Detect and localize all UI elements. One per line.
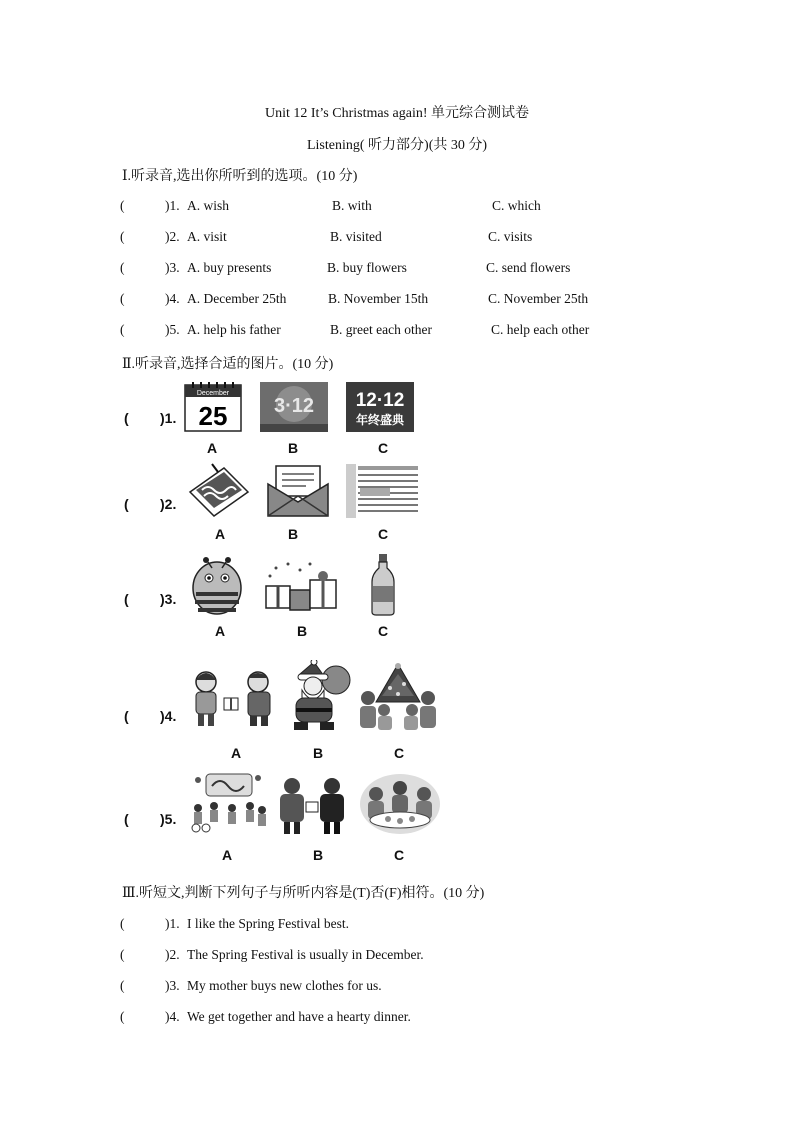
calendar-day: 25	[198, 401, 228, 431]
picture-label-a: A	[214, 526, 226, 542]
answer-blank-open[interactable]: (	[120, 322, 125, 337]
option-c: C. visits	[488, 229, 533, 244]
answer-blank-open[interactable]: (	[120, 947, 125, 962]
sale-312-text: 3·12	[273, 395, 315, 417]
item-number: )1.	[165, 198, 180, 213]
statement-text: My mother buys new clothes for us.	[187, 978, 382, 993]
answer-blank-open[interactable]: (	[120, 1009, 125, 1024]
calendar-picture[interactable]	[184, 382, 242, 432]
answer-blank-open[interactable]: (	[124, 811, 129, 827]
statement-text: The Spring Festival is usually in December.	[187, 947, 424, 962]
option-a: A. December 25th	[187, 291, 287, 306]
section-1-heading: Ⅰ.听录音,选出你所听到的选项。(10 分)	[122, 169, 358, 184]
picture-label-a: A	[221, 847, 233, 863]
statement-text: We get together and have a hearty dinner.	[187, 1009, 411, 1024]
greeting-each-other-picture[interactable]	[272, 776, 352, 834]
option-a: A. help his father	[187, 322, 281, 337]
item-number: )2.	[165, 947, 180, 962]
answer-blank-open[interactable]: (	[124, 410, 129, 426]
picture-label-c: C	[377, 440, 389, 456]
answer-blank-open[interactable]: (	[124, 496, 129, 512]
answer-blank-open[interactable]: (	[124, 591, 129, 607]
option-c: C. November 25th	[488, 291, 589, 306]
picture-label-a: A	[214, 623, 226, 639]
item-number: )4.	[160, 708, 177, 724]
item-number: )1.	[160, 410, 177, 426]
picture-label-c: C	[377, 623, 389, 639]
picture-label-b: B	[312, 847, 324, 863]
family-dinner-picture[interactable]	[360, 772, 440, 834]
item-number: )4.	[165, 291, 180, 306]
picture-label-a: A	[206, 440, 218, 456]
picture-label-b: B	[287, 440, 299, 456]
picture-label-a: A	[230, 745, 242, 761]
picture-label-c: C	[393, 847, 405, 863]
option-b: B. buy flowers	[327, 260, 407, 275]
picture-label-b: B	[312, 745, 324, 761]
sale-312-picture[interactable]	[260, 382, 328, 432]
option-c: C. which	[492, 198, 541, 213]
item-number: )2.	[160, 496, 177, 512]
answer-blank-open[interactable]: (	[124, 708, 129, 724]
item-number: )4.	[165, 1009, 180, 1024]
statement-text: I like the Spring Festival best.	[187, 916, 349, 931]
letter-envelope-picture[interactable]	[266, 464, 330, 518]
option-b: B. November 15th	[328, 291, 429, 306]
section-3-heading: Ⅲ.听短文,判断下列句子与所听内容是(T)否(F)相符。(10 分)	[122, 886, 485, 901]
christmas-tree-people-picture[interactable]	[358, 662, 438, 732]
sale-1212-text: 12·12	[355, 390, 405, 411]
page-subtitle: Listening( 听力部分)(共 30 分)	[306, 138, 488, 153]
option-b: B. greet each other	[330, 322, 432, 337]
option-c: C. send flowers	[486, 260, 571, 275]
calendar-month: December	[196, 390, 230, 397]
sale-1212-subtext: 年终盛典	[355, 413, 405, 427]
backpack-picture[interactable]	[184, 554, 250, 616]
picture-label-b: B	[287, 526, 299, 542]
presents-picture[interactable]	[262, 558, 340, 614]
bottle-picture[interactable]	[370, 554, 396, 616]
answer-blank-open[interactable]: (	[120, 260, 125, 275]
option-c: C. help each other	[491, 322, 590, 337]
item-number: )3.	[165, 260, 180, 275]
picture-label-c: C	[377, 526, 389, 542]
option-a: A. visit	[187, 229, 227, 244]
answer-blank-open[interactable]: (	[120, 229, 125, 244]
festival-children-picture[interactable]	[188, 770, 268, 834]
item-number: )1.	[165, 916, 180, 931]
item-number: )2.	[165, 229, 180, 244]
answer-blank-open[interactable]: (	[120, 916, 125, 931]
page-title: Unit 12 It’s Christmas again! 单元综合测试卷	[264, 106, 530, 121]
santa-claus-picture[interactable]	[284, 660, 352, 732]
greeting-card-picture[interactable]	[184, 462, 252, 518]
sale-1212-picture[interactable]	[346, 382, 414, 432]
option-b: B. visited	[330, 229, 382, 244]
option-a: A. wish	[187, 198, 230, 213]
answer-blank-open[interactable]: (	[120, 291, 125, 306]
kids-exchange-gifts-picture[interactable]	[188, 668, 280, 728]
answer-blank-open[interactable]: (	[120, 198, 125, 213]
item-number: )3.	[160, 591, 177, 607]
section-2-heading: Ⅱ.听录音,选择合适的图片。(10 分)	[122, 357, 334, 372]
email-screen-picture[interactable]	[346, 464, 422, 518]
option-b: B. with	[332, 198, 372, 213]
item-number: )5.	[160, 811, 177, 827]
answer-blank-open[interactable]: (	[120, 978, 125, 993]
item-number: )3.	[165, 978, 180, 993]
item-number: )5.	[165, 322, 180, 337]
picture-label-c: C	[393, 745, 405, 761]
picture-label-b: B	[296, 623, 308, 639]
option-a: A. buy presents	[187, 260, 272, 275]
